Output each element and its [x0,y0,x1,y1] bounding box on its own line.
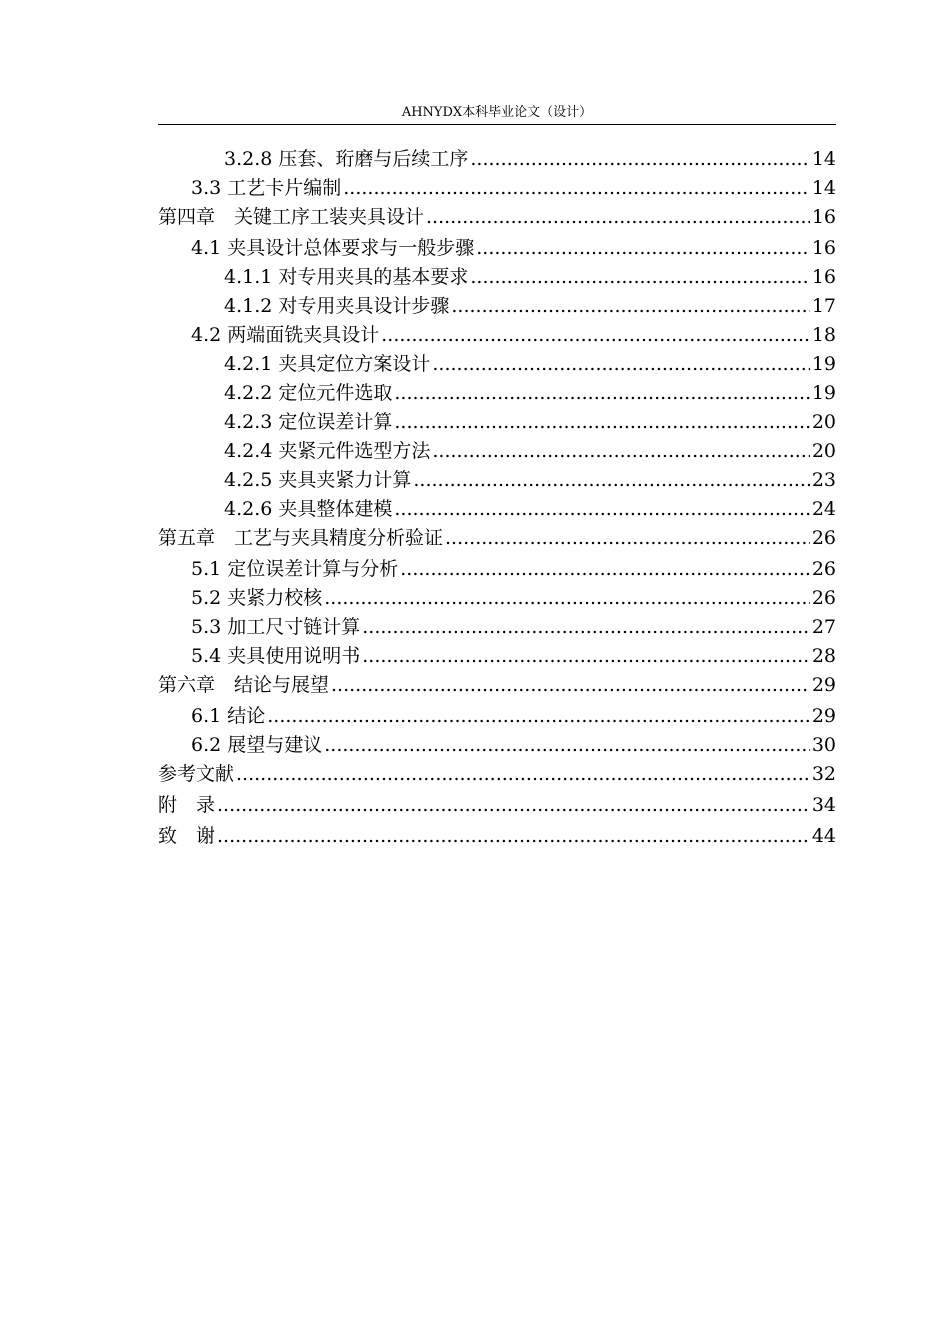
toc-entry[interactable] [158,701,836,730]
toc-dot-leader [470,266,809,288]
toc-entry[interactable] [158,670,836,701]
toc-dot-leader [432,440,809,462]
toc-entry-page-number: 16 [811,266,836,288]
toc-entry[interactable] [158,349,836,378]
toc-entry-label: 4.2.2 定位元件选取 [224,382,393,404]
toc-entry[interactable] [158,821,836,852]
toc-entry[interactable] [158,173,836,202]
toc-entry-label: 4.1.1 对专用夹具的基本要求 [224,266,469,288]
toc-entry[interactable] [158,730,836,759]
toc-entry-page-number: 16 [811,206,836,228]
toc-entry[interactable] [158,523,836,554]
toc-entry-page-number: 24 [811,498,836,520]
toc-dot-leader [445,527,810,549]
toc-entry-page-number: 26 [811,587,836,609]
table-of-contents [158,144,836,852]
toc-entry-label: 3.2.8 压套、珩磨与后续工序 [224,148,469,170]
toc-dot-leader [381,324,810,346]
toc-entry[interactable] [158,494,836,523]
toc-entry-label: 5.4 夹具使用说明书 [191,645,361,667]
toc-entry-label: 参考文献 [158,763,235,785]
toc-entry-page-number: 17 [811,295,836,317]
toc-entry[interactable] [158,144,836,173]
toc-entry-page-number: 26 [811,558,836,580]
toc-entry[interactable] [158,407,836,436]
toc-dot-leader [432,353,809,375]
toc-dot-leader [217,825,810,847]
toc-entry-page-number: 30 [811,734,836,756]
toc-dot-leader [451,295,809,317]
toc-dot-leader [236,763,810,785]
toc-entry-page-number: 23 [811,469,836,491]
toc-entry-label: 4.2.3 定位误差计算 [224,411,393,433]
toc-entry-label: 致 谢 [158,825,216,847]
toc-entry-page-number: 16 [811,237,836,259]
toc-entry[interactable] [158,233,836,262]
toc-entry-label: 4.2.6 夹具整体建模 [224,498,393,520]
toc-entry-page-number: 20 [811,411,836,433]
toc-entry-label: 6.1 结论 [191,705,266,727]
toc-entry[interactable] [158,554,836,583]
toc-entry-page-number: 26 [811,527,836,549]
toc-dot-leader [331,674,810,696]
toc-dot-leader [362,616,810,638]
toc-entry-label: 第六章 结论与展望 [158,674,330,696]
toc-dot-leader [267,705,810,727]
toc-entry-page-number: 27 [811,616,836,638]
header-rule [158,124,836,125]
toc-entry[interactable] [158,759,836,790]
toc-entry[interactable] [158,790,836,821]
toc-entry[interactable] [158,202,836,233]
toc-entry-label: 4.1 夹具设计总体要求与一般步骤 [191,237,475,259]
toc-entry[interactable] [158,320,836,349]
toc-dot-leader [324,587,810,609]
toc-entry-label: 4.1.2 对专用夹具设计步骤 [224,295,450,317]
toc-entry-label: 6.2 展望与建议 [191,734,323,756]
toc-dot-leader [362,645,810,667]
toc-entry[interactable] [158,436,836,465]
toc-entry[interactable] [158,612,836,641]
toc-entry-label: 4.2 两端面铣夹具设计 [191,324,380,346]
toc-entry-page-number: 44 [811,825,836,847]
toc-dot-leader [394,382,809,404]
toc-entry-page-number: 28 [811,645,836,667]
toc-dot-leader [217,794,810,816]
toc-entry-page-number: 18 [811,324,836,346]
toc-dot-leader [476,237,810,259]
toc-entry-label: 4.2.1 夹具定位方案设计 [224,353,431,375]
toc-dot-leader [394,498,809,520]
toc-dot-leader [413,469,809,491]
toc-entry-label: 4.2.5 夹具夹紧力计算 [224,469,412,491]
toc-dot-leader [470,148,809,170]
toc-entry-page-number: 20 [811,440,836,462]
running-header: AHNYDX本科毕业论文（设计） [401,105,593,120]
toc-entry-label: 第五章 工艺与夹具精度分析验证 [158,527,444,549]
toc-dot-leader [394,411,809,433]
toc-entry-page-number: 19 [811,382,836,404]
toc-entry-label: 5.1 定位误差计算与分析 [191,558,399,580]
toc-entry[interactable] [158,291,836,320]
toc-entry-page-number: 29 [811,674,836,696]
toc-entry[interactable] [158,583,836,612]
toc-entry-label: 附 录 [158,794,216,816]
toc-dot-leader [400,558,810,580]
toc-entry-label: 4.2.4 夹紧元件选型方法 [224,440,431,462]
toc-entry[interactable] [158,641,836,670]
toc-entry-label: 3.3 工艺卡片编制 [191,177,342,199]
toc-entry-label: 5.2 夹紧力校核 [191,587,323,609]
toc-entry-page-number: 19 [811,353,836,375]
toc-dot-leader [426,206,810,228]
toc-dot-leader [343,177,810,199]
toc-entry-page-number: 32 [811,763,836,785]
toc-entry-page-number: 34 [811,794,836,816]
toc-entry-label: 5.3 加工尺寸链计算 [191,616,361,638]
toc-entry-page-number: 14 [811,148,836,170]
toc-entry[interactable] [158,378,836,407]
toc-entry[interactable] [158,465,836,494]
toc-entry[interactable] [158,262,836,291]
toc-entry-label: 第四章 关键工序工装夹具设计 [158,206,425,228]
toc-dot-leader [324,734,810,756]
toc-entry-page-number: 29 [811,705,836,727]
toc-entry-page-number: 14 [811,177,836,199]
